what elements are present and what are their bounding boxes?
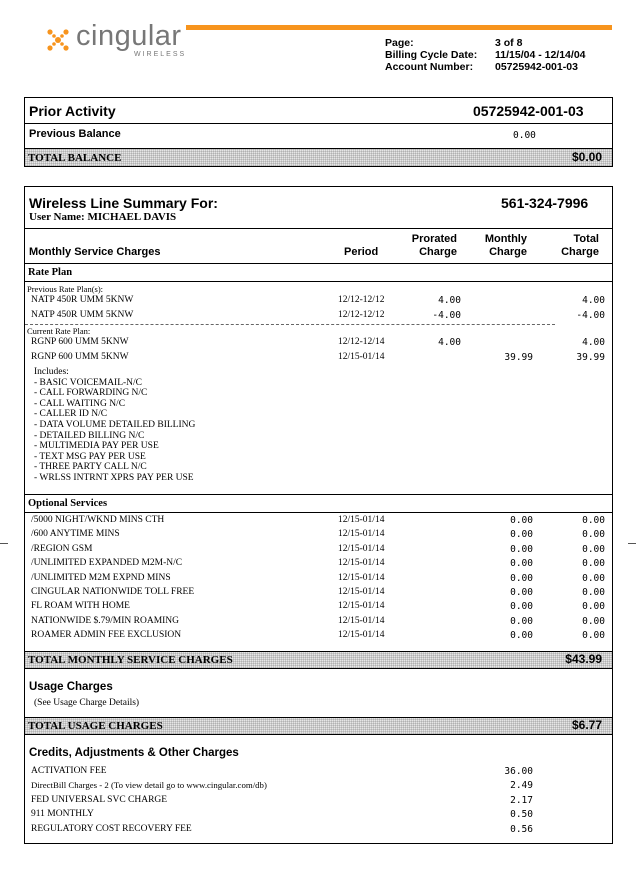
current-plan-label: Current Rate Plan: [27,326,91,336]
optional-period: 12/15-01/14 [338,515,385,525]
total-balance-bar [25,149,612,166]
includes-item: - THREE PARTY CALL N/C [34,462,147,473]
optional-total: 0.00 [582,615,605,627]
fold-mark-left [0,543,8,544]
credit-value: 0.56 [510,823,533,835]
usage-note: (See Usage Charge Details) [34,698,140,708]
optional-name: /600 ANYTIME MINS [31,529,120,540]
value-account-number: 05725942-001-03 [495,61,578,73]
optional-name: NATIONWIDE $.79/MIN ROAMING [31,615,180,626]
brand-logo [46,22,186,60]
previous-balance-value: 0.00 [513,130,536,141]
optional-period: 12/15-01/14 [338,558,385,569]
optional-name: ROAMER ADMIN FEE EXCLUSION [31,630,182,641]
optional-total: 0.00 [582,529,605,541]
total-monthly-label: TOTAL MONTHLY SERVICE CHARGES [28,654,233,666]
current-plan-monthly-2: 39.99 [504,352,533,363]
includes-item: - TEXT MSG PAY PER USE [34,451,146,462]
total-monthly-bar [25,652,612,668]
header-labels [385,37,477,73]
prev-plan-prorated-2: -4.00 [432,310,461,321]
includes-item: - MULTIMEDIA PAY PER USE [34,441,159,452]
current-plan-total-2: 39.99 [576,352,605,363]
credit-name: DirectBill Charges - 2 (To view detail go to www.cingular.com/db) [31,780,267,791]
includes-item: - CALL WAITING N/C [34,398,126,409]
summary-title: Wireless Line Summary For: [29,195,218,211]
total-usage-bar [25,718,612,734]
optional-services-heading: Optional Services [28,498,108,509]
col-period: Period [344,246,379,258]
current-plan-total-1: 4.00 [582,337,605,348]
optional-total: 0.00 [582,601,605,613]
optional-total: 0.00 [582,543,605,555]
optional-period: 12/15-01/14 [338,572,385,583]
prior-account: 05725942-001-03 [473,103,584,119]
credit-value: 2.49 [510,780,533,792]
optional-name: FL ROAM WITH HOME [31,601,130,612]
col-total-line2: Charge [561,246,599,258]
credit-name: FED UNIVERSAL SVC CHARGE [31,794,168,805]
credit-name: REGULATORY COST RECOVERY FEE [31,823,192,834]
includes-item: - CALLER ID N/C [34,409,108,420]
summary-phone: 561-324-7996 [501,195,589,211]
prev-plan-name-1: NATP 450R UMM 5KNW [31,295,134,305]
total-usage-label: TOTAL USAGE CHARGES [28,720,163,732]
optional-monthly: 0.00 [510,529,533,541]
total-balance-label: TOTAL BALANCE [28,152,122,164]
accent-bar [186,25,612,30]
optional-name: /UNLIMITED M2M EXPND MINS [31,572,171,583]
col-prorated-line2: Charge [419,246,457,258]
prev-plan-prorated-1: 4.00 [438,295,461,306]
current-plan-name-2: RGNP 600 UMM 5KNW [31,352,129,362]
optional-name: CINGULAR NATIONWIDE TOLL FREE [31,587,195,597]
col-monthly [473,233,527,259]
label-page: Page: [385,37,414,49]
optional-name: /UNLIMITED EXPANDED M2M-N/C [31,558,183,569]
includes-list [34,367,195,484]
label-account-number: Account Number: [385,61,474,73]
credit-name: 911 MONTHLY [31,809,94,820]
summary-user: User Name: MICHAEL DAVIS [29,211,177,223]
includes-label: Includes: [34,367,69,377]
previous-balance-label: Previous Balance [29,128,121,140]
optional-monthly: 0.00 [510,601,533,613]
optional-monthly: 0.00 [510,543,533,555]
total-monthly-value: $43.99 [565,652,602,666]
usage-title: Usage Charges [29,681,113,693]
prev-plan-period-1: 12/12-12/12 [338,295,385,305]
optional-period: 12/15-01/14 [338,615,385,626]
credit-value: 0.50 [510,809,533,821]
current-plan-period-1: 12/12-12/14 [338,337,385,347]
optional-total: 0.00 [582,558,605,570]
credit-name: ACTIVATION FEE [31,766,107,776]
optional-total: 0.00 [582,515,605,526]
prev-plan-total-2: -4.00 [576,310,605,321]
prior-activity-box [24,97,613,167]
col-total-line1: Total [573,233,599,245]
prev-plan-period-2: 12/12-12/12 [338,310,385,320]
includes-item: - DETAILED BILLING N/C [34,430,145,441]
credit-value: 2.17 [510,794,533,806]
label-billing-cycle: Billing Cycle Date: [385,49,478,61]
col-monthly-service: Monthly Service Charges [29,246,161,258]
prev-plan-total-1: 4.00 [582,295,605,306]
col-monthly-line2: Charge [489,246,527,258]
credits-title: Credits, Adjustments & Other Charges [29,747,239,759]
brand-name: cingular [76,20,182,52]
total-balance-value: $0.00 [571,150,602,164]
prev-plans-label: Previous Rate Plan(s): [27,284,104,294]
col-prorated-line1: Prorated [411,233,457,245]
current-plan-name-1: RGNP 600 UMM 5KNW [31,337,129,347]
optional-monthly: 0.00 [510,587,533,598]
includes-item: - DATA VOLUME DETAILED BILLING [34,419,196,430]
line-summary-box [24,186,613,844]
optional-monthly: 0.00 [510,515,533,526]
optional-name: /REGION GSM [31,543,93,554]
value-page: 3 of 8 [495,37,523,49]
prev-plan-name-2: NATP 450R UMM 5KNW [31,310,134,320]
optional-period: 12/15-01/14 [338,529,385,540]
prior-title: Prior Activity [29,103,116,119]
optional-name: /5000 NIGHT/WKND MINS CTH [31,515,165,525]
optional-period: 12/15-01/14 [338,630,385,641]
current-plan-period-2: 12/15-01/14 [338,352,385,362]
header-values [495,37,586,73]
credit-value: 36.00 [504,766,533,777]
optional-total: 0.00 [582,572,605,584]
optional-total: 0.00 [582,630,605,642]
fold-mark-right [628,543,636,544]
optional-total: 0.00 [582,587,605,598]
col-monthly-line1: Monthly [484,233,527,245]
optional-period: 12/15-01/14 [338,587,385,597]
optional-monthly: 0.00 [510,558,533,570]
total-usage-value: $6.77 [571,718,602,732]
optional-period: 12/15-01/14 [338,601,385,612]
value-billing-cycle: 11/15/04 - 12/14/04 [495,49,586,61]
optional-monthly: 0.00 [510,630,533,642]
col-total [546,233,599,259]
current-plan-prorated-1: 4.00 [438,337,461,348]
optional-monthly: 0.00 [510,615,533,627]
optional-monthly: 0.00 [510,572,533,584]
brand-tagline: WIRELESS [134,51,187,58]
cingular-x-icon [46,28,70,52]
rate-plan-heading: Rate Plan [28,267,73,278]
optional-period: 12/15-01/14 [338,543,385,554]
col-prorated [401,233,457,259]
includes-item: - CALL FORWARDING N/C [34,388,148,399]
includes-item: - WRLSS INTRNT XPRS PAY PER USE [34,472,194,483]
includes-item: - BASIC VOICEMAIL-N/C [34,377,143,388]
